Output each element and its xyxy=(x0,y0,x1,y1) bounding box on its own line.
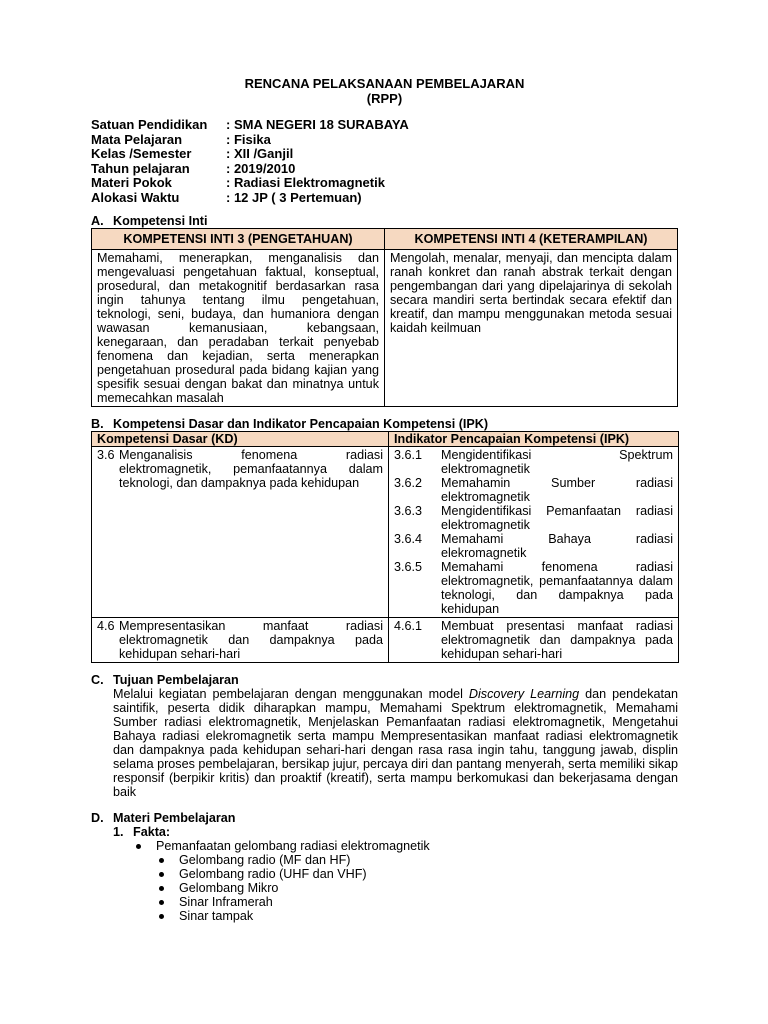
section-letter: C. xyxy=(91,673,104,687)
tujuan-text-after: dan pendekatan saintifik, peserta didik diharapkan mampu, Memahami Spektrum elektromagnetik, Memahami Sumber radiasi elektromagnetik, Menjelaskan Pemanfaatan radiasi elektromagnetik, Mengetahui Bahaya radiasi elekromagnetik serta mampu Mempresentasikan manfaat radiasi elektromagnetik dan dampaknya pada kehidupan sehari-hari dengan rasa rasa ingin tahu, tanggung jawab, displin selama proses pembelajaran, bersikap jujur, percaya diri dan pantang menyerah, serta memiliki sikap responsif (berpikir kritis) dan proaktif (kreatif), serta mampu berkomukasi dan bekerjasama dengan baik xyxy=(113,687,678,799)
bullet-icon xyxy=(156,867,179,881)
kd-text: Menganalisis fenomena radiasi elektromagnetik, pemanfaatannya dalam teknologi, dan dampaknya pada kehidupan xyxy=(119,448,383,490)
ipk-item xyxy=(394,560,673,616)
ipk-text: Mengidentifikasi Pemanfaatan radiasi elektromagnetik xyxy=(441,504,673,532)
kd-number: 4.6 xyxy=(97,619,115,633)
identity-value: : 12 JP ( 3 Pertemuan) xyxy=(226,189,362,205)
kd-text: Mempresentasikan manfaat radiasi elektromagnetik dan dampaknya pada kehidupan sehari-hari xyxy=(119,619,383,661)
section-b-heading xyxy=(91,417,678,431)
list-item xyxy=(156,909,678,923)
list-item-text: Pemanfaatan gelombang radiasi elektromagnetik xyxy=(156,839,430,853)
list-item xyxy=(156,895,678,909)
kompetensi-inti-table xyxy=(91,228,678,407)
ipk-number: 4.6.1 xyxy=(394,619,423,633)
tujuan-model-name: Discovery Learning xyxy=(468,687,580,701)
identity-label: Materi Pokok xyxy=(91,175,172,190)
identity-value: : Radiasi Elektromagnetik xyxy=(226,175,385,190)
list-item xyxy=(156,867,678,881)
subsection-fakta xyxy=(113,825,678,839)
identity-label: Alokasi Waktu xyxy=(91,189,180,205)
section-letter: B. xyxy=(91,417,104,431)
identity-row xyxy=(91,133,678,148)
ki4-header: KOMPETENSI INTI 4 (KETERAMPILAN) xyxy=(385,229,678,250)
list-item-text: Gelombang Mikro xyxy=(179,881,279,895)
tujuan-paragraph xyxy=(113,687,678,799)
kd-item xyxy=(97,448,383,490)
ipk-number: 3.6.4 xyxy=(394,532,423,546)
section-a-heading xyxy=(91,214,678,228)
identity-label: Kelas /Semester xyxy=(91,146,192,161)
ipk-item xyxy=(394,619,673,661)
ipk-number: 3.6.1 xyxy=(394,448,423,462)
ipk-item xyxy=(394,504,673,532)
list-item-text: Sinar Inframerah xyxy=(179,895,273,909)
ipk-item xyxy=(394,476,673,504)
list-item-text: Gelombang radio (UHF dan VHF) xyxy=(179,867,367,881)
bullet-icon xyxy=(156,853,179,867)
section-c-heading xyxy=(91,673,678,687)
identity-row xyxy=(91,147,678,162)
list-item xyxy=(156,881,678,895)
ki3-header: KOMPETENSI INTI 3 (PENGETAHUAN) xyxy=(92,229,385,250)
kd-header: Kompetensi Dasar (KD) xyxy=(92,432,389,447)
list-item xyxy=(156,853,678,867)
bullet-icon xyxy=(156,881,179,895)
ipk-text: Memahami Bahaya radiasi elekromagnetik xyxy=(441,532,673,560)
identity-value: : XII /Ganjil xyxy=(226,146,294,161)
subsection-title: Fakta: xyxy=(133,825,171,839)
identity-block xyxy=(91,118,678,205)
bullet-icon xyxy=(133,839,156,853)
kd-item xyxy=(97,619,383,661)
kd-ipk-table xyxy=(91,431,679,663)
identity-value: : 2019/2010 xyxy=(226,160,296,176)
ipk-text: Memahamin Sumber radiasi elektromagnetik xyxy=(441,476,673,504)
ipk-text: Mengidentifikasi Spektrum elektromagnetik xyxy=(441,448,673,476)
identity-row xyxy=(91,191,678,206)
ipk-number: 3.6.3 xyxy=(394,504,423,518)
table-row xyxy=(92,618,679,663)
ki3-text: Memahami, menerapkan, menganalisis dan mengevaluasi pengetahuan faktual, konseptual, prosedural, dan metakognitif berdasarkan rasa ingin tahunya tentang ilmu pengetahuan, teknologi, seni, budaya, dan humaniora dengan wawasan kemanusiaan, kebangsaan, kenegaraan, dan peradaban terkait penyebab fenomena dan kejadian, serta menerapkan pengetahuan prosedural pada bidang kajian yang spesifik sesuai dengan bakat dan minatnya untuk memecahkan masalah xyxy=(92,250,385,407)
ipk-number: 3.6.5 xyxy=(394,560,423,574)
identity-row xyxy=(91,162,678,177)
identity-label: Tahun pelajaran xyxy=(91,160,190,176)
ipk-header: Indikator Pencapaian Kompetensi (IPK) xyxy=(389,432,679,447)
document-title xyxy=(91,76,678,106)
identity-label: Mata Pelajaran xyxy=(91,131,183,147)
list-item xyxy=(133,839,678,853)
list-item-text: Sinar tampak xyxy=(179,909,254,923)
identity-row xyxy=(91,118,678,133)
table-row xyxy=(92,447,679,618)
identity-row xyxy=(91,176,678,191)
section-title: Materi Pembelajaran xyxy=(113,811,236,825)
bullet-icon xyxy=(156,909,179,923)
section-letter: D. xyxy=(91,811,104,825)
section-title: Kompetensi Inti xyxy=(113,214,208,228)
identity-label: Satuan Pendidikan xyxy=(91,117,208,132)
section-title: Tujuan Pembelajaran xyxy=(113,673,239,687)
subsection-number: 1. xyxy=(113,825,124,839)
list-item-text: Gelombang radio (MF dan HF) xyxy=(179,853,351,867)
title-line-1: RENCANA PELAKSANAAN PEMBELAJARAN xyxy=(244,76,525,91)
ipk-number: 3.6.2 xyxy=(394,476,423,490)
ipk-text: Membuat presentasi manfaat radiasi elektromagnetik dan dampaknya pada kehidupan sehari-hari xyxy=(441,619,673,661)
ki4-text: Mengolah, menalar, menyaji, dan mencipta dalam ranah konkret dan ranah abstrak terkait dengan pengembangan dari yang dipelajarinya di sekolah secara mandiri serta bertindak secara efektif dan kreatif, dan mampu menggunakan metoda sesuai kaidah keilmuan xyxy=(385,250,678,407)
title-line-2: (RPP) xyxy=(366,91,403,106)
identity-value: : SMA NEGERI 18 SURABAYA xyxy=(226,117,409,132)
bullet-icon xyxy=(156,895,179,909)
ipk-item xyxy=(394,448,673,476)
ipk-text: Memahami fenomena radiasi elektromagnetik, pemanfaatannya dalam teknologi, dan dampaknya pada kehidupan xyxy=(441,560,673,616)
identity-value: : Fisika xyxy=(226,131,271,147)
document-page xyxy=(91,76,678,923)
section-title: Kompetensi Dasar dan Indikator Pencapaian Kompetensi (IPK) xyxy=(113,417,489,431)
section-d-heading xyxy=(91,811,678,825)
section-letter: A. xyxy=(91,214,104,228)
tujuan-text-before: Melalui kegiatan pembelajaran dengan menggunakan model xyxy=(113,687,469,701)
kd-number: 3.6 xyxy=(97,448,115,462)
ipk-item xyxy=(394,532,673,560)
